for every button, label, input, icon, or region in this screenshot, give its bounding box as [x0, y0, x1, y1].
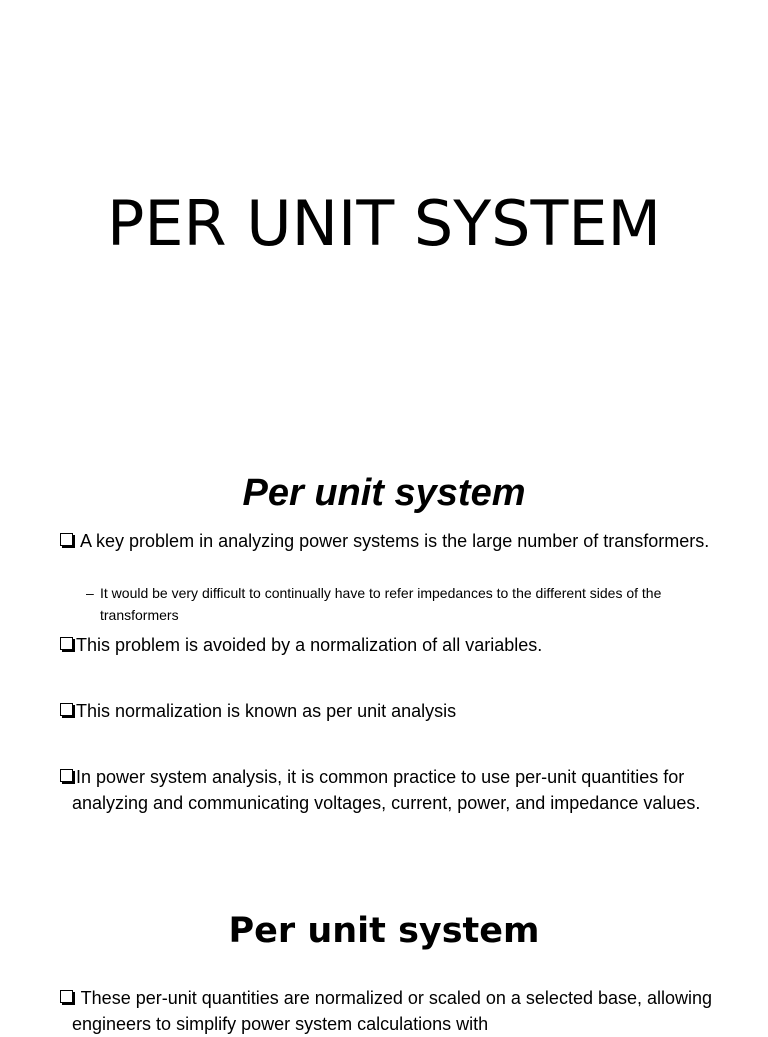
- checkbox-bullet-icon: [60, 533, 73, 546]
- bullet-text: In power system analysis, it is common practice to use per-unit quantities for analyzing and communicating voltages, current, power, and impedance values.: [72, 767, 701, 813]
- section-heading: Per unit system: [228, 911, 540, 951]
- bullet-item: [60, 698, 732, 724]
- slide-title: PER UNIT SYSTEM: [106, 187, 662, 260]
- bullet-item: [60, 528, 732, 554]
- sub-bullet-item: [86, 582, 720, 626]
- checkbox-bullet-icon: [60, 637, 73, 650]
- dash-marker: –: [86, 585, 94, 601]
- section-heading: Per unit system: [242, 472, 526, 514]
- bullet-item: [60, 985, 732, 1037]
- checkbox-bullet-icon: [60, 703, 73, 716]
- bullet-item: [60, 632, 732, 658]
- bullet-text: A key problem in analyzing power systems is the large number of transformers.: [76, 531, 710, 551]
- sub-bullet-text: It would be very difficult to continually have to refer impedances to the different sides of the transformers: [100, 585, 662, 623]
- checkbox-bullet-icon: [60, 990, 73, 1003]
- bullet-item: [60, 764, 732, 816]
- bullet-text: These per-unit quantities are normalized or scaled on a selected base, allowing engineers to simplify power system calculations with: [72, 988, 713, 1034]
- checkbox-bullet-icon: [60, 769, 73, 782]
- bullet-text: This normalization is known as per unit analysis: [76, 701, 457, 721]
- bullet-text: This problem is avoided by a normalization of all variables.: [76, 635, 543, 655]
